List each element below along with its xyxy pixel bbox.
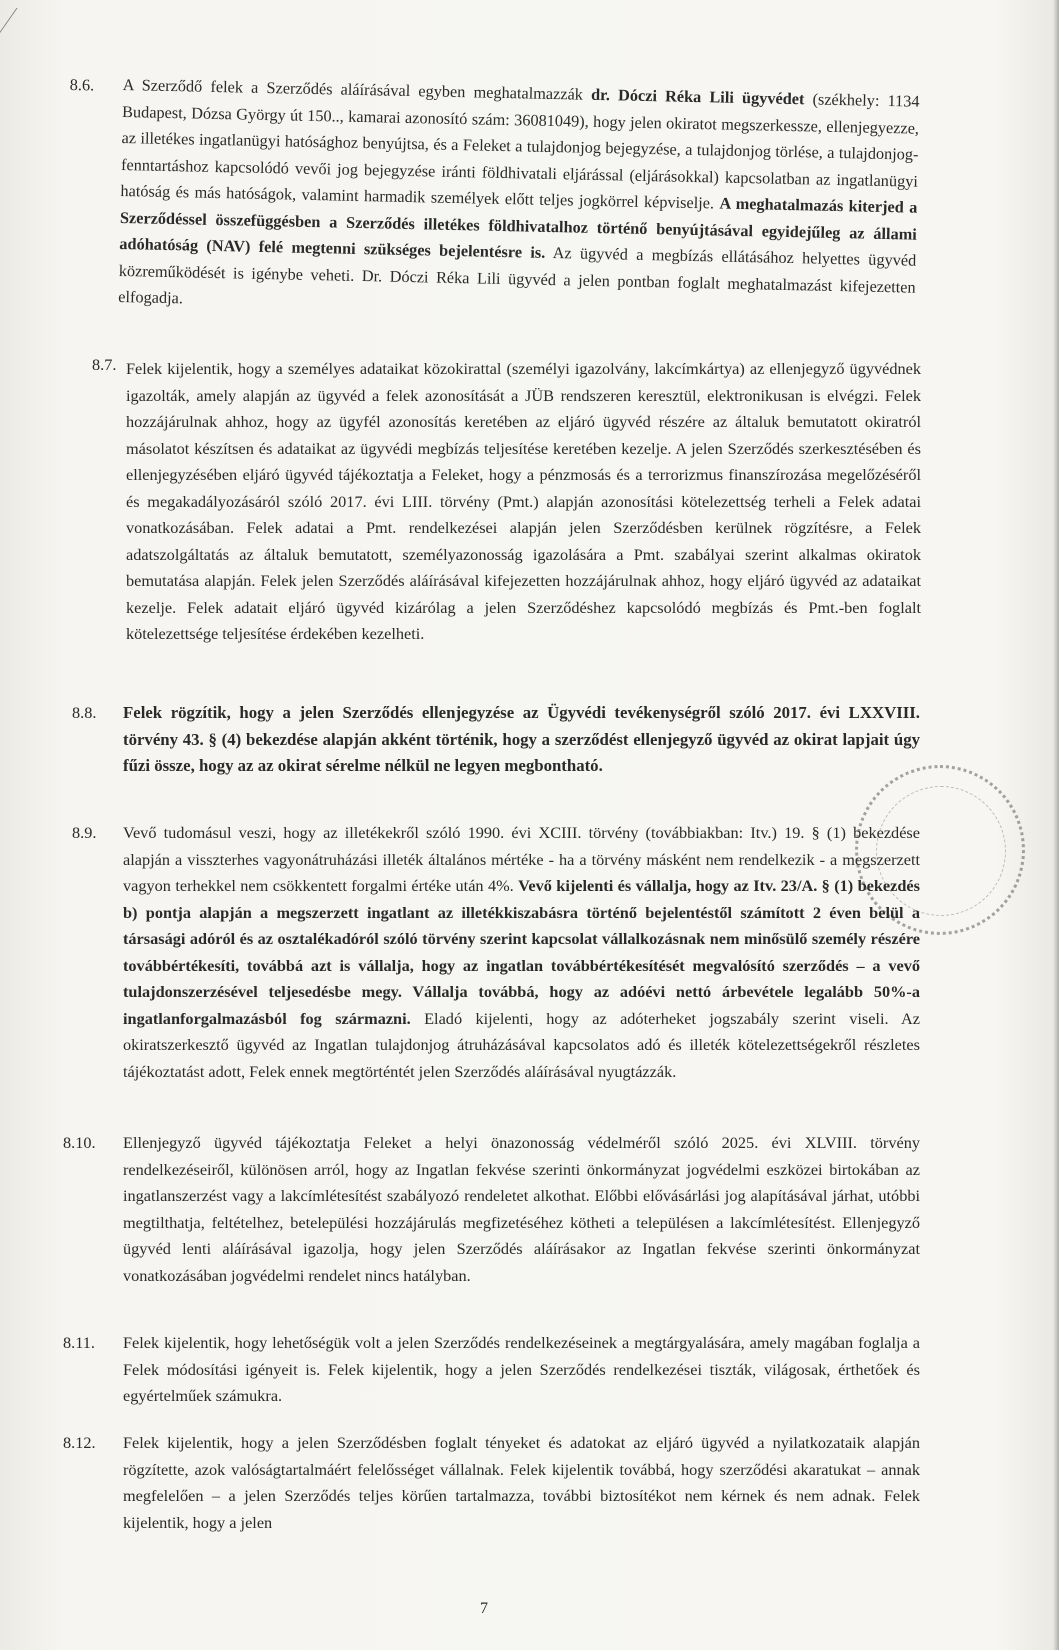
section-8-6-part-4: A meghatalmazás kiterjed a Szerződéssel összefüggésben a Szerződés illetékes földhivatalhoz történő benyújtásával egyidejűleg az állami adóhatóság (NAV) felé megtenni szükséges bejelentésre is.: [119, 193, 918, 262]
section-number-8-12: 8.12.: [63, 1433, 96, 1452]
section-8-10: [123, 1130, 920, 1289]
section-8-10-part-1: Ellenjegyző ügyvéd tájékoztatja Feleket a helyi önazonosság védelméről szóló 2025. évi XLVIII. törvény rendelkezéseiről, különösen arról, hogy az Ingatlan fekvése szerinti önkormányzat jogvédelmi eszközei birtokában az ingatlanszerzést vagy a lakcímlétesítést szabályozó rendeletet alkothat. Előbbi elővásárlási jog alapításával járhat, utóbbi megtilthatja, feltételhez, betelepülési hozzájárulás megfizetéséhez kötheti a településen a lakcímlétesítést. Ellenjegyző ügyvéd lenti aláírásával igazolja, hogy jelen Szerződés aláírásakor az Ingatlan fekvése szerinti önkormányzat vonatkozásában jogvédelmi rendelet nincs hatályban.: [123, 1133, 920, 1285]
section-8-6-part-1: A Szerződő felek a Szerződés aláírásával egyben meghatalmazzák: [122, 74, 592, 104]
section-8-9-part-3: Eladó kijelenti, hogy az adóterheket jogszabály szerint viseli. Az okiratszerkesztő ügyvéd az Ingatlan tulajdonjog átruházásával kapcsolatos adó és illeték kötelezettségekről részletes tájékoztatást adott, Felek ennek megtörténtét jelen Szerződés aláírásával nyugtázzák.: [123, 1008, 921, 1081]
section-8-7-part-1: Felek kijelentik, hogy a személyes adataikat közokirattal (személyi igazolvány, lakcímkártya) az ellenjegyző ügyvédnek igazolták, amely alapján az ügyvéd a felek azonosítását a JÜB rendszeren keresztül, elektronikusan is elvégzi. Felek hozzájárulnak ahhoz, hogy az ügyfél azonosítás keretében az eljáró ügyvéd részére az általuk bemutatott okiratról másolatot készítsen és adataikat az ügyvédi megbízás teljesítése keretében kezelje. A jelen Szerződés szerkesztésében és ellenjegyzésében eljáró ügyvéd tájékoztatja a Feleket, hogy a pénzmosás és a terrorizmus finanszírozása megelőzéséről és megakadályozásáról szóló 2017. évi LIII. törvény (Pmt.) alapján azonosítási kötelezettség terheli a Felek adatai vonatkozásában. Felek adatai a Pmt. rendelkezései alapján jelen Szerződésben kerülnek rögzítésre, a Felek adatszolgáltatás az általuk bemutatott, személyazonosság igazolására a Pmt. szabályai szerint alkalmas okiratok bemutatása alapján. Felek jelen Szerződés aláírásával kifejezetten hozzájárulnak ahhoz, hogy eljáró ügyvéd az adataikat kezelje. Felek adatait eljáró ügyvéd kizárólag a jelen Szerződéshez kapcsolódó megbízás és Pmt.-ben foglalt kötelezettsége teljesítése érdekében kezelheti.: [126, 359, 921, 643]
section-number-8-11: 8.11.: [63, 1333, 95, 1352]
page-edge-shadow: [1053, 0, 1059, 1650]
page-number: 7: [480, 1600, 488, 1617]
section-8-6-part-2: dr. Dóczi Réka Lili ügyvédet: [590, 84, 805, 109]
section-8-8-part-1: Felek rögzítik, hogy a jelen Szerződés ellenjegyzése az Ügyvédi tevékenységről szóló 2017. évi LXXVIII. törvény 43. § (4) bekezdése alapján akként történik, hogy a szerződést ellenjegyző ügyvéd az okirat lapjait úgy fűzi össze, hogy az az okirat sérelme nélkül ne legyen megbontható.: [123, 703, 920, 775]
section-8-6-part-3: (székhely: 1134 Budapest, Dózsa György út 150.., kamarai azonosító szám: 36081049), hogy jelen okiratot megszerkessze, ellenjegyezze, az illetékes ingatlanügyi hatósághoz benyújtsa, és a Feleket a tulajdonjog bejegyzése, a tulajdonjog törlése, a tulajdonjog-fenntartáshoz kapcsolódó vevői jog bejegyzése iránti földhivatali eljárással (eljárásokkal) kapcsolatban az ingatlanügyi hatóság és más hatóságok, valamint harmadik személyek előtt teljes jogkörrel képviselje.: [120, 89, 920, 213]
stamp-inner-ring: [876, 786, 1006, 916]
section-8-9: [123, 820, 920, 1085]
section-8-11: [123, 1330, 920, 1410]
section-number-8-6: 8.6.: [69, 74, 95, 95]
section-8-11-part-1: Felek kijelentik, hogy lehetőségük volt a jelen Szerződés rendelkezéseinek a megtárgyalására, amely magában foglalja a Felek módosítási igényeit is. Felek kijelentik, hogy a jelen Szerződés rendelkezései tiszták, világosak, érthetőek és egyértelműek számukra.: [123, 1333, 920, 1405]
section-number-8-7: 8.7.: [92, 355, 117, 374]
section-8-8: [123, 700, 920, 780]
section-8-6-part-5: Az ügyvéd a megbízás ellátásához helyettes ügyvéd közreműködését is igénybe veheti. Dr. Dóczi Réka Lili ügyvéd a jelen pontban foglalt meghatalmazást kifejezetten elfogadja.: [118, 242, 917, 308]
section-8-12: [123, 1430, 920, 1536]
section-8-6: [118, 72, 920, 327]
section-8-12-part-1: Felek kijelentik, hogy a jelen Szerződésben foglalt tényeket és adatokat az eljáró ügyvéd a nyilatkozataik alapján rögzítette, azok valóságtartalmáért felelősséget vállalnak. Felek kijelentik továbbá, hogy szerződési akaratukat – annak megfelelően – a jelen Szerződés teljes körűen tartalmazza, további biztosítékot nem kérnek és nem adnak. Felek kijelentik, hogy a jelen: [123, 1433, 920, 1532]
section-8-9-part-2: Vevő kijelenti és vállalja, hogy az Itv. 23/A. § (1) bekezdés b) pontja alapján a megszerzett ingatlant az illetékkiszabásra történő bejelentéstől számított 2 éven belül a társasági adóról és az osztalékadóról szóló törvény szerint kapcsolat vállalkozásnak nem minősülő személy részére továbbértékesíti, továbbá azt is vállalja, hogy az ingatlan továbbértékesítését megvalósító szerződés – a vevő tulajdonszerzésével teljesedésbe megy. Vállalja továbbá, hogy az adóévi nettó árbevétele legalább 50%-a ingatlanforgalmazásból fog származni.: [123, 876, 920, 1028]
corner-pen-mark: [0, 8, 38, 38]
section-8-7: [126, 356, 921, 648]
section-number-8-8: 8.8.: [72, 703, 97, 722]
section-number-8-10: 8.10.: [63, 1133, 96, 1152]
section-number-8-9: 8.9.: [72, 823, 97, 842]
section-8-9-part-1: Vevő tudomásul veszi, hogy az illetékekről szóló 1990. évi XCIII. törvény (továbbiakban: Itv.) 19. § (1) bekezdése alapján a visszterhes vagyonátruházási illeték általános mértéke - ha a törvény másként nem rendelkezik - a megszerzett vagyon terhekkel nem csökkentett forgalmi értéke után 4%.: [123, 823, 920, 895]
notary-stamp: [855, 765, 1025, 935]
